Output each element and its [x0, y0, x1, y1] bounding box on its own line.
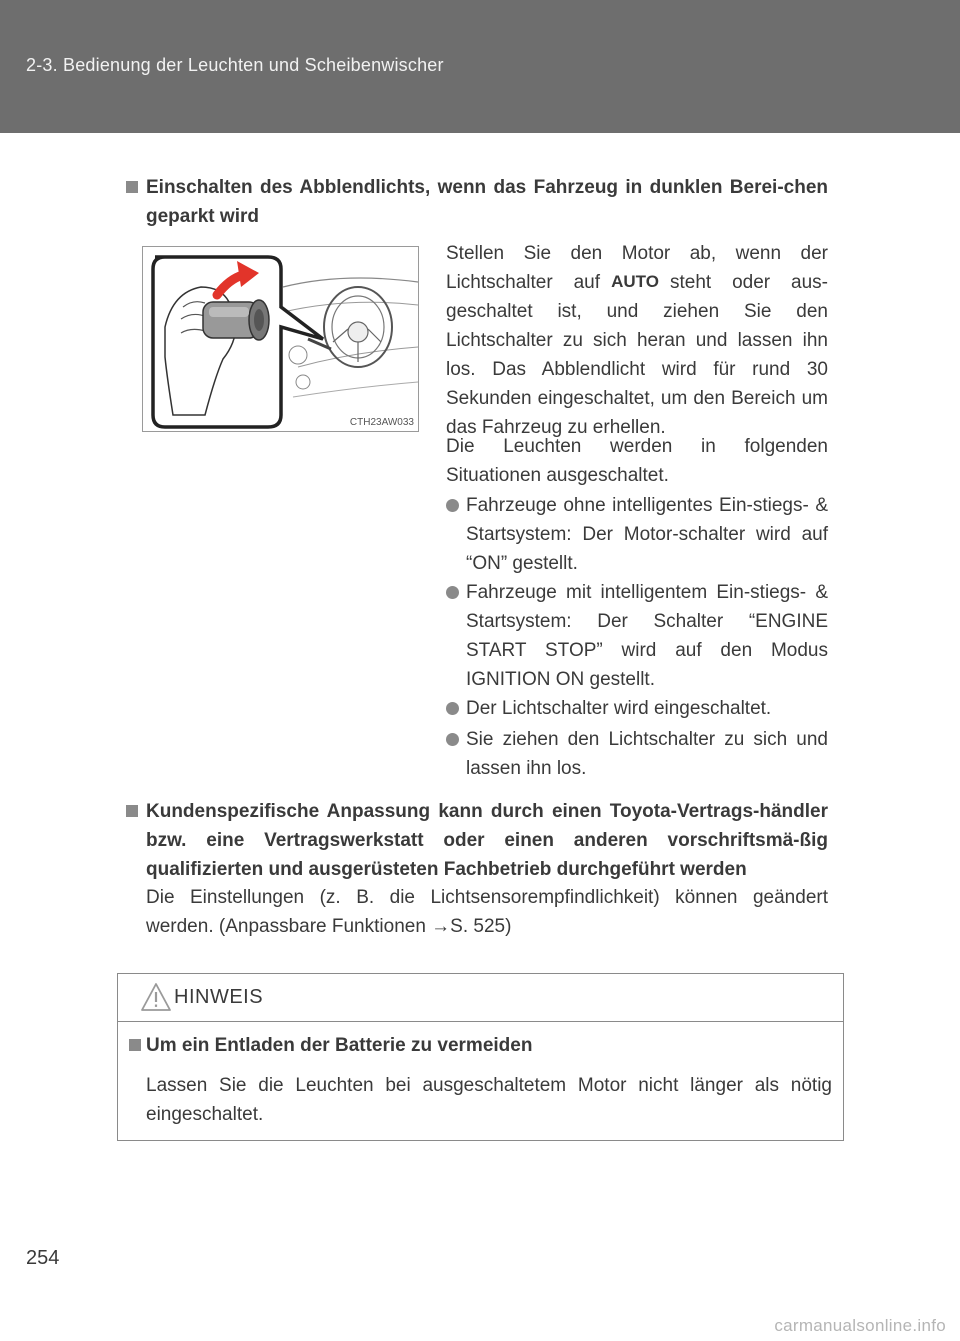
list-item: Sie ziehen den Lichtschalter zu sich und lassen ihn los. [446, 725, 828, 783]
notice-box [117, 973, 844, 1141]
list-item: Fahrzeuge mit intelligentem Ein-stiegs- & Startsystem: Der Schalter “ENGINE START STOP” wird auf den Modus IGNITION ON gestellt. [446, 578, 828, 694]
round-bullet-icon [446, 586, 459, 599]
figure-code: CTH23AW033 [349, 417, 414, 428]
notice-body: Lassen Sie die Leuchten bei ausgeschaltetem Motor nicht länger als nötig eingeschaltet. [146, 1075, 832, 1125]
square-bullet-icon [129, 1039, 141, 1051]
list-item: Der Lichtschalter wird eingeschaltet. [446, 694, 828, 723]
round-bullet-icon [446, 702, 459, 715]
section2-body: Die Einstellungen (z. B. die Lichtsensorempfindlichkeit) können geändert werden. (Anpassbare Funktionen →S. 525) [146, 887, 828, 937]
notice-heading: Um ein Entladen der Batterie zu vermeiden [146, 1035, 533, 1056]
section1-paragraph2: Die Leuchten werden in folgenden Situationen ausgeschaltet. [446, 436, 828, 486]
light-switch-drawing [143, 247, 419, 432]
section2-heading: Kundenspezifische Anpassung kann durch einen Toyota-Vertrags-händler bzw. eine Vertragswerkstatt oder einen anderen vorschriftsmä-ßig qualifizierten und ausgerüsteten Fachbetrieb durchgeführt werden [126, 797, 828, 884]
auto-switch-icon [606, 269, 664, 291]
notice-header [118, 974, 843, 1022]
section1-paragraph1: Stellen Sie den Motor ab, wenn der Lichtschalter auf AUTO steht oder aus-geschaltet ist, und ziehen Sie den Lichtschalter zu sich heran und lassen ihn los. Das Abblendlicht wird für rund 30 Sekunden eingeschaltet, um den Bereich um das Fahrzeug zu erhellen. [446, 243, 828, 438]
list-item: Fahrzeuge ohne intelligentes Ein-stiegs- & Startsystem: Der Motor-schalter wird auf “ON” gestellt. [446, 491, 828, 578]
page-number: 254 [26, 1247, 60, 1269]
warning-triangle-icon [140, 982, 172, 1012]
light-switch-illustration [142, 246, 419, 432]
square-bullet-icon [126, 181, 138, 193]
svg-text:AUTO: AUTO [611, 272, 659, 291]
section-title: 2-3. Bedienung der Leuchten und Scheibenwischer [26, 55, 444, 75]
section1-heading: Einschalten des Abblendlichts, wenn das Fahrzeug in dunklen Berei-chen geparkt wird [126, 173, 828, 231]
page-header [0, 0, 960, 133]
notice-title: HINWEIS [174, 986, 264, 1008]
round-bullet-icon [446, 733, 459, 746]
watermark-text: carmanualsonline.info [774, 1316, 946, 1335]
round-bullet-icon [446, 499, 459, 512]
square-bullet-icon [126, 805, 138, 817]
